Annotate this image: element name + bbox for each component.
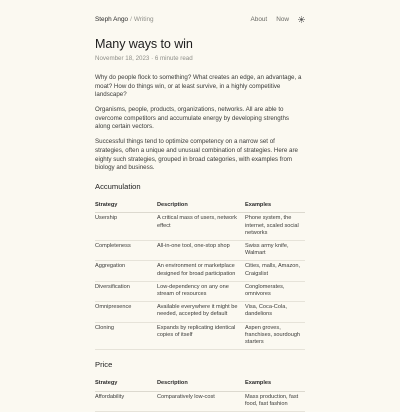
strategy-cell: Affordability [95, 391, 157, 411]
accumulation-table [95, 201, 305, 350]
examples-cell: Cities, malls, Amazon, Craigslist [245, 261, 305, 281]
examples-cell: Swiss army knife, Walmart [245, 240, 305, 260]
nav-about-link[interactable]: About [250, 15, 268, 23]
table-row [95, 261, 305, 281]
examples-cell: Conglomerates, omnivores [245, 281, 305, 301]
author-link[interactable]: Steph Ango [95, 15, 129, 23]
column-header-description: Description [157, 201, 245, 213]
page-title: Many ways to win [95, 37, 193, 51]
examples-cell: Visa, Coca-Cola, dandelions [245, 302, 305, 322]
examples-cell: Aspen groves, franchises, sourdough starters [245, 322, 305, 350]
table-row [95, 281, 305, 301]
column-header-strategy: Strategy [95, 379, 157, 391]
table-row [95, 240, 305, 260]
strategy-cell: Omnipresence [95, 302, 157, 322]
column-header-strategy: Strategy [95, 201, 157, 213]
intro-paragraph-1: Why do people flock to something? What creates an edge, an advantage, a moat? How do things win, or at least survive, in a highly competitive landscape? [95, 74, 302, 99]
article-meta: November 18, 2023 · 6 minute read [95, 55, 193, 62]
table-row [95, 391, 305, 411]
examples-cell: Phone system, the internet, scaled social networks [245, 213, 305, 241]
description-cell: A critical mass of users, network effect [157, 213, 245, 241]
sun-icon[interactable] [298, 16, 305, 23]
strategy-cell: Completeness [95, 240, 157, 260]
site-brand [95, 16, 154, 23]
intro-paragraph-2: Organisms, people, products, organizations, networks. All are able to overcome competitors and accumulate energy by developing strengths along certain vectors. [95, 106, 289, 131]
site-header [95, 13, 305, 25]
column-header-examples: Examples [245, 379, 305, 391]
column-header-examples: Examples [245, 201, 305, 213]
strategy-cell: Cloning [95, 322, 157, 350]
price-table [95, 379, 305, 412]
description-cell: All-in-one tool, one-stop shop [157, 240, 245, 260]
strategy-cell: Aggregation [95, 261, 157, 281]
table-row [95, 213, 305, 241]
table-header-row [95, 379, 305, 391]
section-heading-accumulation: Accumulation [95, 181, 141, 191]
section-heading-price: Price [95, 360, 113, 370]
breadcrumb-separator: / [130, 15, 132, 23]
description-cell: Available everywhere it might be needed, accepted by default [157, 302, 245, 322]
article-body [95, 74, 305, 412]
section-link[interactable]: Writing [133, 15, 154, 23]
nav-now-link[interactable]: Now [276, 15, 289, 23]
table-header-row [95, 201, 305, 213]
strategy-cell: Diversification [95, 281, 157, 301]
table-row [95, 302, 305, 322]
intro-paragraph-3: Successful things tend to optimize competency on a narrow set of strategies, often a unique and unusual combination of strategies. Here are eighty such strategies, grouped in broad categories, with examples from biology and business. [95, 138, 298, 172]
description-cell: An environment or marketplace designed for broad participation [157, 261, 245, 281]
examples-cell: Mass production, fast food, fast fashion [245, 391, 305, 411]
description-cell: Comparatively low-cost [157, 391, 245, 411]
strategy-cell: Usership [95, 213, 157, 241]
table-row [95, 322, 305, 350]
site-nav [251, 16, 306, 23]
description-cell: Low-dependency on any one stream of resources [157, 281, 245, 301]
column-header-description: Description [157, 379, 245, 391]
description-cell: Expands by replicating identical copies of itself [157, 322, 245, 350]
